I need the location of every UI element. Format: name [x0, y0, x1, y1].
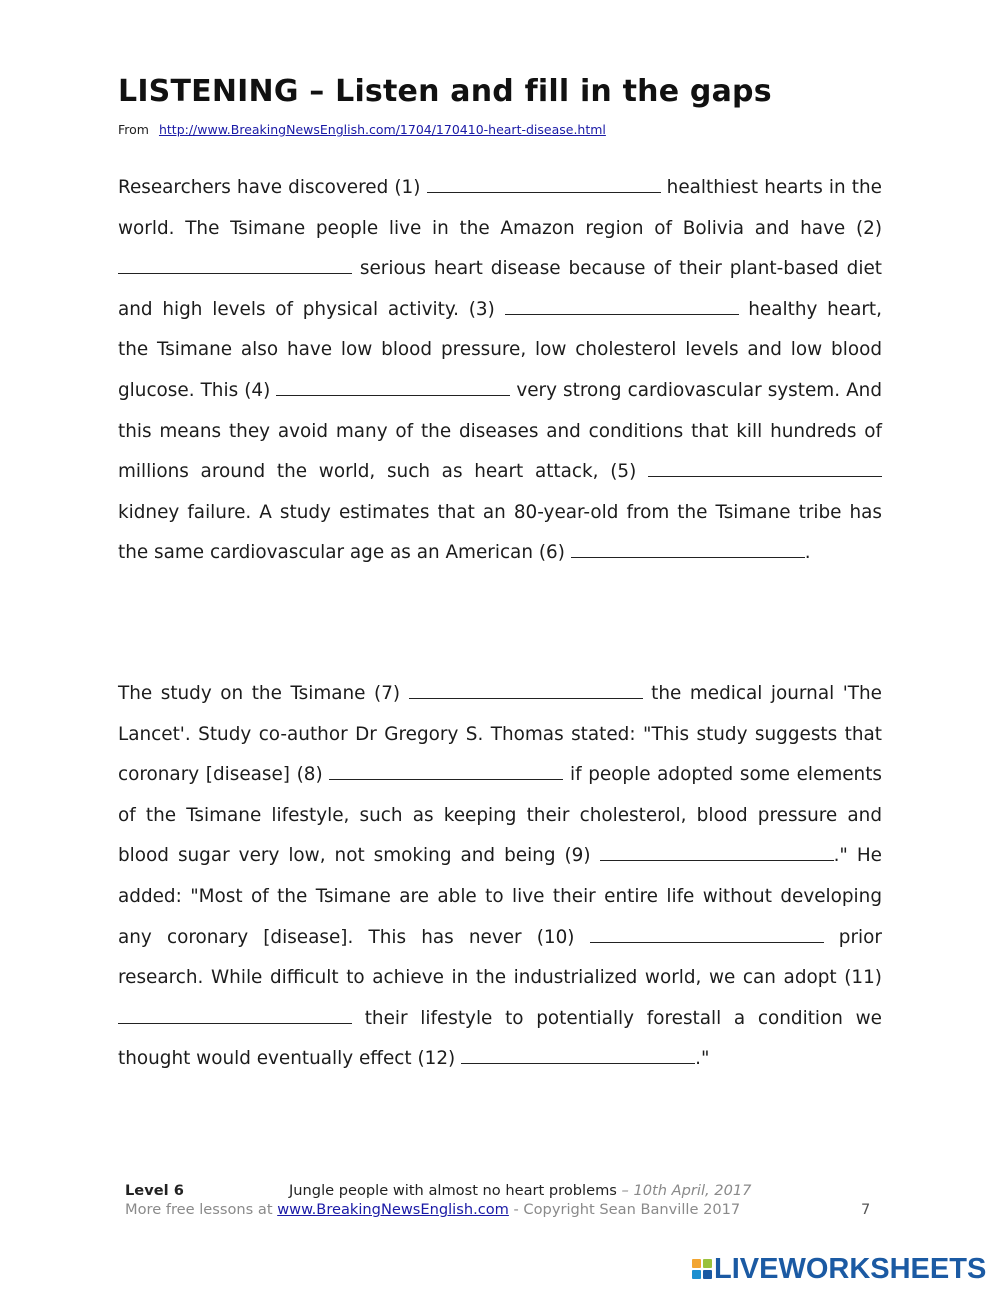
paragraph-text: healthy heart, the Tsimane also have low blood pressure, low cholesterol levels and low blood glucose. This: [118, 298, 882, 401]
paragraph-text: ." He added: "Most of the Tsimane are able to live their entire life without developing any coronary [disease]. This has never: [118, 845, 883, 948]
paragraph-text: the medical journal 'The Lancet'. Study co-author Dr Gregory S. Thomas stated: "This study suggests that coronary [disease]: [118, 683, 882, 786]
gap-blank[interactable]: [329, 759, 563, 780]
paragraph-text: very strong cardiovascular system. And this means they avoid many of the diseases and conditions that kill hundreds of millions around the world, such as heart attack,: [118, 379, 882, 483]
gap-blank[interactable]: [461, 1043, 695, 1064]
liveworksheets-wordmark: LIVEWORKSHEETS: [714, 1252, 987, 1285]
paragraph-text: kidney failure. A study estimates that an 80-year-old from the Tsimane tribe has the same cardiovascular age as an American: [118, 501, 882, 564]
gap-number: (7): [374, 683, 401, 704]
paragraph-text: their lifestyle to potentially forestall a condition we thought would eventually effect: [118, 1007, 882, 1070]
gap-number: (10): [536, 926, 575, 948]
gap-number: (6): [538, 542, 565, 564]
source-label: From: [118, 122, 149, 137]
gap-blank[interactable]: [409, 678, 643, 699]
gap-number: (3): [468, 298, 495, 320]
gap-number: (1): [394, 177, 421, 198]
source-line: [118, 122, 606, 137]
lesson-date: – 10th April, 2017: [621, 1182, 752, 1199]
gap-number: (8): [296, 764, 323, 786]
gap-number: (11): [844, 967, 882, 989]
icon-square: [692, 1259, 701, 1268]
paragraph-text: Researchers have discovered: [118, 177, 395, 198]
paragraph-text: prior research. While difficult to achieve in the industrialized world, we can adopt: [118, 926, 882, 989]
liveworksheets-logo: [692, 1254, 986, 1284]
footer-website-link[interactable]: www.BreakingNewsEnglish.com: [277, 1201, 509, 1218]
footer-level: Level 6: [125, 1182, 184, 1199]
paragraph-text: serious heart disease because of their plant-based diet and high levels of physical activity.: [118, 258, 882, 320]
source-link[interactable]: http://www.BreakingNewsEnglish.com/1704/170410-heart-disease.html: [158, 122, 606, 137]
gap-blank[interactable]: [505, 294, 739, 315]
footer-lesson: [289, 1182, 751, 1199]
paragraph-text: The study on the Tsimane: [118, 683, 375, 704]
paragraph-text: .: [804, 542, 811, 564]
gap-number: (5): [610, 461, 637, 483]
gap-blank[interactable]: [118, 1003, 352, 1024]
icon-square: [703, 1270, 712, 1279]
icon-square: [703, 1259, 712, 1268]
liveworksheets-icon: [692, 1259, 712, 1279]
gap-blank[interactable]: [648, 456, 882, 477]
copyright-text: - Copyright Sean Banville 2017: [508, 1201, 741, 1218]
gap-blank[interactable]: [571, 537, 805, 558]
footer-copyright: [125, 1201, 740, 1218]
icon-square: [692, 1270, 701, 1279]
lesson-title: Jungle people with almost no heart problems: [289, 1182, 617, 1199]
page-number: 7: [861, 1201, 871, 1218]
gap-number: (4): [244, 379, 271, 401]
gap-number: (2): [855, 217, 882, 239]
gap-blank[interactable]: [427, 172, 661, 193]
gap-blank[interactable]: [590, 922, 824, 943]
free-lessons-prefix: More free lessons at: [125, 1201, 278, 1218]
paragraph-1: [118, 168, 882, 574]
gap-blank[interactable]: [600, 840, 834, 861]
paragraph-text: healthiest hearts in the world. The Tsimane people live in the Amazon region of Bolivia and have: [118, 177, 882, 239]
gap-blank[interactable]: [276, 375, 510, 396]
gap-number: (9): [564, 845, 591, 867]
page-title: LISTENING – Listen and fill in the gaps: [118, 74, 772, 109]
paragraph-text: if people adopted some elements of the Tsimane lifestyle, such as keeping their cholesterol, blood pressure and blood sugar very low, not smoking and being: [118, 764, 882, 867]
gap-number: (12): [417, 1048, 456, 1070]
paragraph-2: [118, 674, 882, 1080]
paragraph-text: .": [695, 1048, 710, 1070]
gap-blank[interactable]: [118, 253, 352, 274]
